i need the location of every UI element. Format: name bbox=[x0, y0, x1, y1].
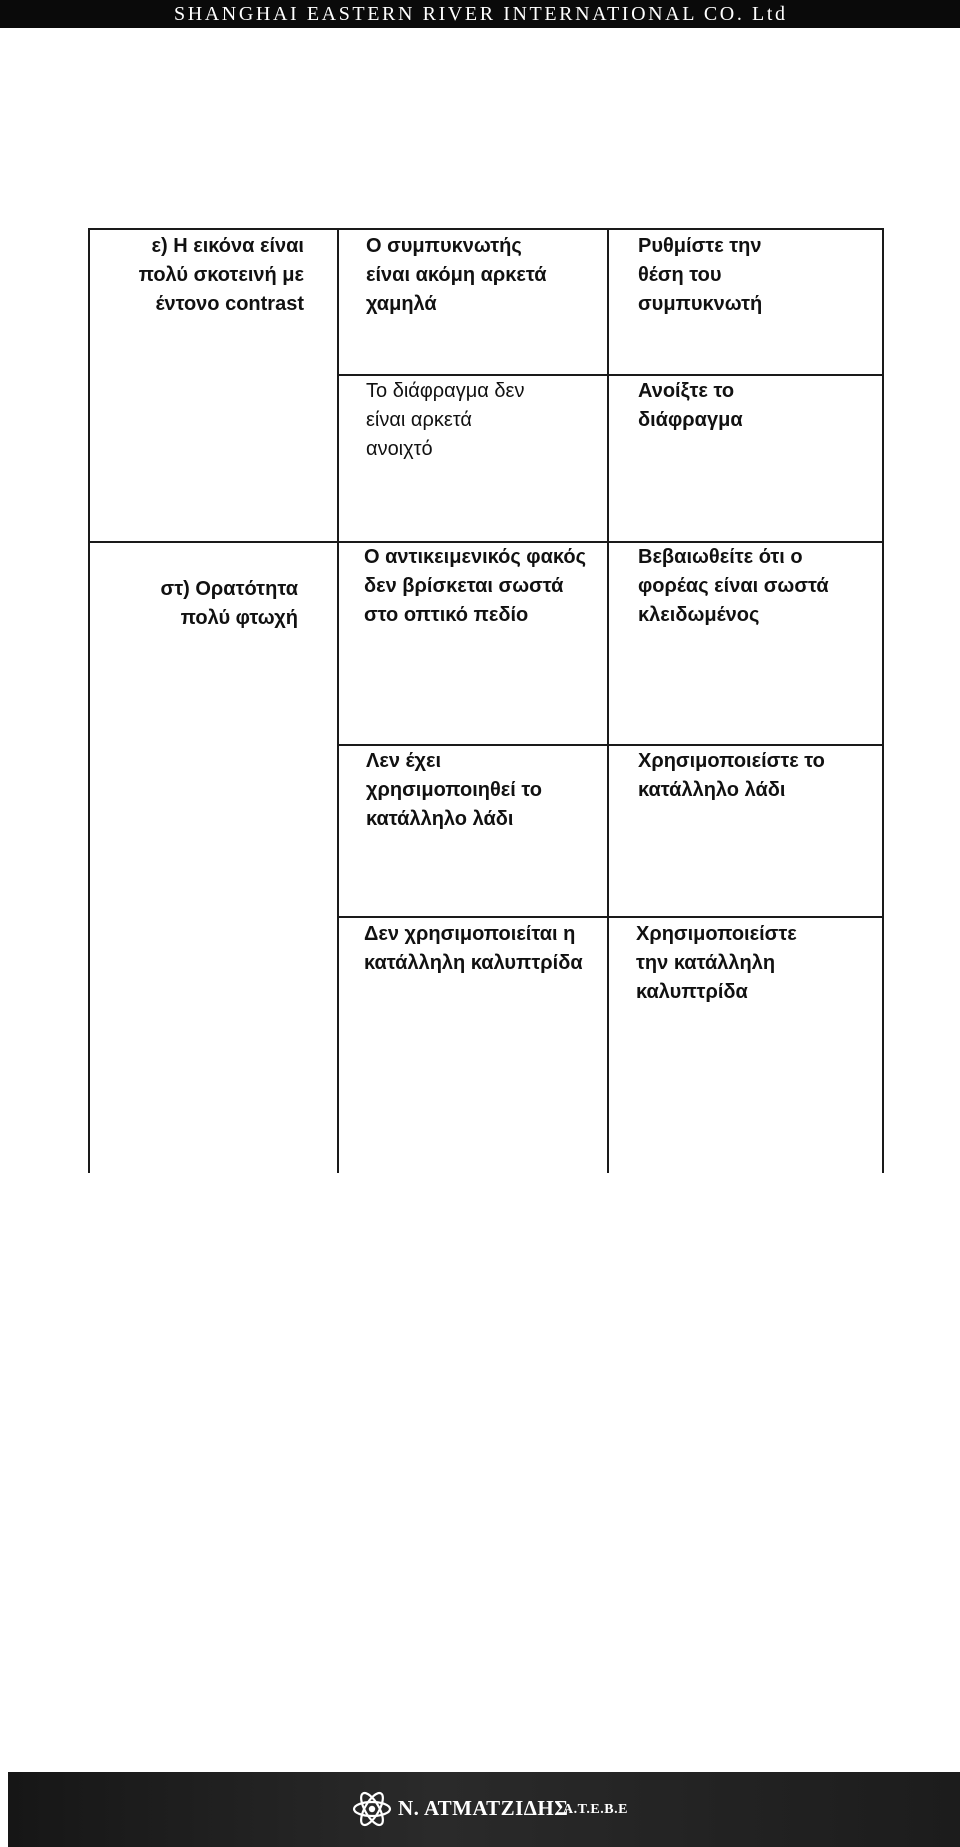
table-cell-solution: Ανοίξτε το διάφραγμα bbox=[638, 380, 743, 431]
table-divider-col1 bbox=[337, 228, 339, 1173]
table-cell-solution: Χρησιμοποιείστε το κατάλληλο λάδι bbox=[638, 750, 825, 801]
table-cell-problem: στ) Ορατότητα πολύ φτωχή bbox=[160, 578, 298, 629]
table-border-top bbox=[88, 228, 884, 230]
table-rule-1 bbox=[337, 374, 884, 376]
company-header bbox=[0, 0, 960, 28]
table-cell-cause: Το διάφραγμα δεν είναι αρκετά ανοιχτό bbox=[366, 380, 525, 460]
atom-logo-icon bbox=[352, 1791, 392, 1827]
table-cell-solution: Χρησιμοποιείστε την κατάλληλη καλυπτρίδα bbox=[636, 923, 797, 1003]
table-cell-solution: Βεβαιωθείτε ότι ο φορέας είναι σωστά κλειδωμένος bbox=[638, 546, 829, 626]
table-cell-solution: Ρυθμίστε την θέση του συμπυκνωτή bbox=[638, 235, 763, 315]
table-cell-problem: ε) Η εικόνα είναι πολύ σκοτεινή με έντονο contrast bbox=[138, 235, 304, 315]
footer-company-suffix: Α.Τ.Ε.Β.Ε bbox=[563, 1802, 628, 1817]
table-cell-cause: Δεν χρησιμοποιείται η κατάλληλη καλυπτρίδα bbox=[364, 923, 583, 974]
table-rule-3 bbox=[337, 744, 884, 746]
table-divider-col2 bbox=[607, 228, 609, 1173]
table-cell-cause: Λεν έχει χρησιμοποιηθεί το κατάλληλο λάδι bbox=[366, 750, 542, 830]
footer-company-name: Ν. ΑΤΜΑΤΖΙΔΗΣ bbox=[398, 1796, 569, 1820]
table-rule-4 bbox=[337, 916, 884, 918]
table-border-right bbox=[882, 228, 884, 1173]
table-border-left bbox=[88, 228, 90, 1173]
company-header-text: SHANGHAI EASTERN RIVER INTERNATIONAL CO. Ltd bbox=[174, 3, 788, 25]
table-cell-cause: Ο συμπυκνωτής είναι ακόμη αρκετά χαμηλά bbox=[366, 235, 547, 315]
table-cell-cause: Ο αντικειμενικός φακός δεν βρίσκεται σωστά στο οπτικό πεδίο bbox=[364, 546, 586, 626]
